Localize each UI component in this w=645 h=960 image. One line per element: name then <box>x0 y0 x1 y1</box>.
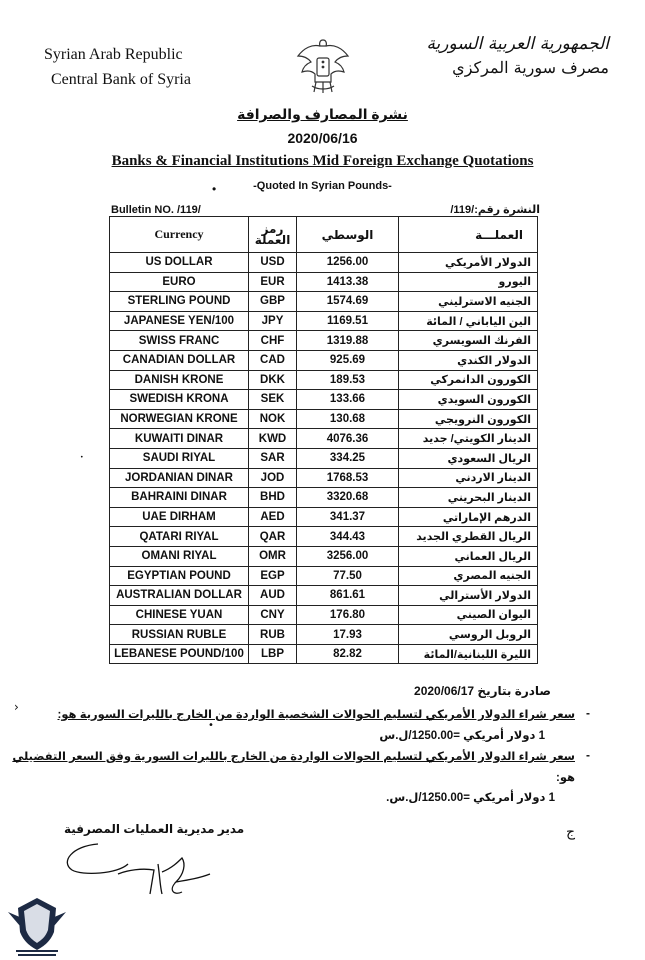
cell-currency: STERLING POUND <box>110 292 249 312</box>
bullet-dash: - <box>586 748 590 762</box>
cell-currency: SWEDISH KRONA <box>110 390 249 410</box>
cell-currency-ar: الدينار الكويتي/ جديد <box>399 429 538 449</box>
cell-currency-ar: الجنيه المصري <box>399 566 538 586</box>
bullet-dash: - <box>586 706 590 720</box>
cell-code: RUB <box>249 625 297 645</box>
cell-currency: NORWEGIAN KRONE <box>110 409 249 429</box>
table-row <box>110 390 538 410</box>
cell-code: OMR <box>249 546 297 566</box>
cell-currency: CANADIAN DOLLAR <box>110 350 249 370</box>
cell-currency-ar: الجنيه الاسترليني <box>399 292 538 312</box>
handwritten-signature <box>58 834 228 904</box>
table-row <box>110 350 538 370</box>
cell-currency: DANISH KRONE <box>110 370 249 390</box>
cell-currency: JORDANIAN DINAR <box>110 468 249 488</box>
cell-code: QAR <box>249 527 297 547</box>
bulletin-title-en: Banks & Financial Institutions Mid Foreign Exchange Quotations <box>111 153 534 169</box>
cell-code: GBP <box>249 292 297 312</box>
note-2-line-1 <box>12 749 575 763</box>
speck-mark: • <box>212 182 217 196</box>
cell-currency-ar: الدولار الأمريكي <box>399 253 538 273</box>
cell-mid: 133.66 <box>297 390 399 410</box>
table-row <box>110 331 538 351</box>
eagle-emblem-icon <box>294 34 352 96</box>
cell-code: EUR <box>249 272 297 292</box>
cell-currency-ar: الكورون النرويجي <box>399 409 538 429</box>
cell-code: SAR <box>249 448 297 468</box>
cell-currency-ar: الدرهم الإماراتي <box>399 507 538 527</box>
cell-currency-ar: الدولار الكندي <box>399 350 538 370</box>
cell-currency: LEBANESE POUND/100 <box>110 644 249 664</box>
exchange-rates-table <box>109 216 538 664</box>
cell-code: JOD <box>249 468 297 488</box>
header-arabic <box>426 34 609 77</box>
cell-currency-ar: الدينار الاردني <box>399 468 538 488</box>
cell-mid: 176.80 <box>297 605 399 625</box>
table-row <box>110 644 538 664</box>
table-row <box>110 605 538 625</box>
cell-currency-ar: الفرنك السويسري <box>399 331 538 351</box>
cell-mid: 1413.38 <box>297 272 399 292</box>
cell-mid: 341.37 <box>297 507 399 527</box>
cell-code: JPY <box>249 311 297 331</box>
cell-currency: KUWAITI DINAR <box>110 429 249 449</box>
cell-currency: SWISS FRANC <box>110 331 249 351</box>
cell-mid: 1768.53 <box>297 468 399 488</box>
cell-code: EGP <box>249 566 297 586</box>
cell-currency-ar: الكورون السويدي <box>399 390 538 410</box>
note-1-line-1 <box>58 707 575 721</box>
cell-currency: EURO <box>110 272 249 292</box>
cell-currency-ar: الدولار الأسترالي <box>399 586 538 606</box>
bank-name-ar: مصرف سورية المركزي <box>452 58 609 77</box>
cell-currency: QATARI RIYAL <box>110 527 249 547</box>
speck-mark: • <box>208 720 214 731</box>
cell-currency: BAHRAINI DINAR <box>110 488 249 508</box>
cell-currency-ar: الكورون الدانمركي <box>399 370 538 390</box>
cell-currency-ar: الريال العماني <box>399 546 538 566</box>
cell-code: NOK <box>249 409 297 429</box>
note-1-line-2: 1 دولار أمريكي =1250.00/ل.س <box>379 730 545 742</box>
cell-mid: 3256.00 <box>297 546 399 566</box>
table-row <box>110 625 538 645</box>
header-code: رمز العملة <box>249 217 297 253</box>
cell-currency: RUSSIAN RUBLE <box>110 625 249 645</box>
cell-code: BHD <box>249 488 297 508</box>
cell-currency-ar: الريال القطري الجديد <box>399 527 538 547</box>
cell-currency: UAE DIRHAM <box>110 507 249 527</box>
cell-mid: 189.53 <box>297 370 399 390</box>
note-2-line-2: هو: <box>555 772 575 784</box>
table-row <box>110 586 538 606</box>
bank-name-en: Central Bank of Syria <box>51 71 191 88</box>
table-row <box>110 311 538 331</box>
cell-mid: 3320.68 <box>297 488 399 508</box>
cell-code: AED <box>249 507 297 527</box>
header-mid: الوسطي <box>297 217 399 253</box>
cell-currency-ar: اليوان الصيني <box>399 605 538 625</box>
signatory-title: مدير مديرية العمليات المصرفية <box>64 822 245 836</box>
cell-mid: 1256.00 <box>297 253 399 273</box>
cell-currency-ar: الريال السعودي <box>399 448 538 468</box>
cell-code: CAD <box>249 350 297 370</box>
cell-mid: 82.82 <box>297 644 399 664</box>
cell-currency: EGYPTIAN POUND <box>110 566 249 586</box>
header-currency-ar: العملـــة <box>399 217 538 253</box>
cell-mid: 1574.69 <box>297 292 399 312</box>
quoted-currency-note: -Quoted In Syrian Pounds- <box>253 180 392 192</box>
cell-code: CHF <box>249 331 297 351</box>
table-row <box>110 429 538 449</box>
cell-code: USD <box>249 253 297 273</box>
table-row <box>110 546 538 566</box>
cell-currency: OMANI RIYAL <box>110 546 249 566</box>
table-row <box>110 448 538 468</box>
issued-date: صادرة بتاريخ 2020/06/17 <box>414 684 551 698</box>
bulletin-number-ar: النشرة رقم:/119/ <box>450 204 540 216</box>
cell-mid: 77.50 <box>297 566 399 586</box>
table-row <box>110 566 538 586</box>
watermark-logo-icon <box>6 892 68 958</box>
cell-currency-ar: الين الياباني / المائة <box>399 311 538 331</box>
cell-mid: 130.68 <box>297 409 399 429</box>
header-english <box>44 42 191 92</box>
margin-mark: ج <box>566 824 576 840</box>
table-row <box>110 272 538 292</box>
cell-currency: JAPANESE YEN/100 <box>110 311 249 331</box>
cell-currency-ar: اليورو <box>399 272 538 292</box>
cell-currency-ar: الروبل الروسي <box>399 625 538 645</box>
table-row <box>110 468 538 488</box>
table-row <box>110 527 538 547</box>
header-currency: Currency <box>110 217 249 253</box>
cell-mid: 1169.51 <box>297 311 399 331</box>
table-row <box>110 409 538 429</box>
cell-mid: 925.69 <box>297 350 399 370</box>
bulletin-title-ar: نشرة المصارف والصرافة <box>237 106 408 122</box>
table-row <box>110 292 538 312</box>
cell-currency: CHINESE YUAN <box>110 605 249 625</box>
country-name-ar: الجمهورية العربية السورية <box>426 34 609 54</box>
margin-mark: • <box>80 454 84 461</box>
cell-mid: 861.61 <box>297 586 399 606</box>
cell-code: AUD <box>249 586 297 606</box>
cell-mid: 334.25 <box>297 448 399 468</box>
note-1-text: سعر شراء الدولار الأمريكي لتسليم الحوالات الشخصية الواردة من الخارج بالليرات السورية هو: <box>57 709 575 721</box>
cell-code: CNY <box>249 605 297 625</box>
cell-code: DKK <box>249 370 297 390</box>
table-row <box>110 488 538 508</box>
table-row <box>110 507 538 527</box>
table-row <box>110 370 538 390</box>
cell-mid: 1319.88 <box>297 331 399 351</box>
cell-code: KWD <box>249 429 297 449</box>
cell-currency-ar: الليرة اللبنانية/المائة <box>399 644 538 664</box>
cell-code: SEK <box>249 390 297 410</box>
cell-currency-ar: الدينار البحريني <box>399 488 538 508</box>
note-2-text: سعر شراء الدولار الأمريكي لتسليم الحوالات الواردة من الخارج بالليرات السورية وفق السعر التفضيلي <box>12 751 575 763</box>
cell-mid: 4076.36 <box>297 429 399 449</box>
cell-currency: AUSTRALIAN DOLLAR <box>110 586 249 606</box>
cell-mid: 344.43 <box>297 527 399 547</box>
country-name-en: Syrian Arab Republic <box>44 46 183 63</box>
bulletin-number-en: Bulletin NO. /119/ <box>111 204 201 216</box>
note-2-line-3: 1 دولار أمريكي =1250.00/ل.س. <box>386 792 555 804</box>
table-row <box>110 253 538 273</box>
bulletin-date: 2020/06/16 <box>287 130 358 146</box>
cell-code: LBP <box>249 644 297 664</box>
cell-currency: US DOLLAR <box>110 253 249 273</box>
cell-currency: SAUDI RIYAL <box>110 448 249 468</box>
table-header-row <box>110 217 538 253</box>
cell-mid: 17.93 <box>297 625 399 645</box>
margin-mark: › <box>14 700 19 714</box>
